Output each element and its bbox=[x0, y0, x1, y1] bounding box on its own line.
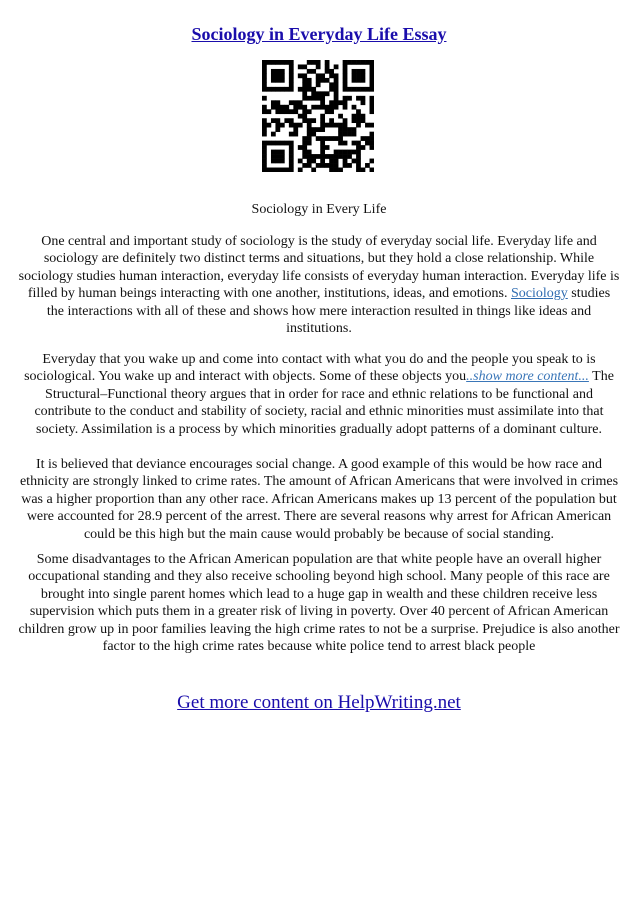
paragraph-1-text-end: studies the interactions with all of these and shows how mere interaction resulted in things like ideas and institutions. bbox=[46, 286, 611, 337]
cta-container bbox=[0, 692, 638, 714]
title-container bbox=[0, 24, 638, 45]
paragraph-1 bbox=[18, 233, 620, 337]
paragraph-3: It is believed that deviance encourages social change. A good example of this would be how race and ethnicity are strongly linked to crime rates. The amount of African Americans that were involved in crimes was a higher proportion than any other race. African Americans makes up 13 percent of the population but were accounted for 28.9 percent of the arrest. There are several reasons why arrest for African American could be this high but the main cause would probably be because of social standing. bbox=[19, 457, 619, 542]
get-more-content-link[interactable]: Get more content on HelpWriting.net bbox=[177, 692, 461, 713]
paragraph-2 bbox=[18, 351, 620, 438]
paragraph-4: Some disadvantages to the African American population are that white people have an overall higher occupational standing and they also receive schooling beyond high school. Many people of this race are brought into single parent homes which lead to a huge gap in wealth and these children receive less supervision which puts them in a greater risk of living in poverty. Over 40 percent of African American children grow up in poor families leaving the high crime rates to not be a surprise. Prejudice is also another factor to the high crime rates because white police tend to arrest black people bbox=[18, 552, 620, 655]
paragraph-1-text: One central and important study of sociology is the study of everyday social life. Everyday life and sociology are definitely two distinct terms and situations, but they hold a close relationship. While sociology studies human interaction, everyday life consists of everyday human interaction. Everyday life is filled by human beings interacting with one another, institutions, ideas, and emotions. bbox=[18, 234, 620, 302]
paragraph-2-text: Everyday that you wake up and come into contact with what you do and the people you speak to is sociological. You wake up and interact with objects. Some of these objects you bbox=[24, 352, 596, 385]
essay-subtitle: Sociology in Every Life bbox=[251, 202, 387, 217]
show-more-link[interactable]: ..show more content... bbox=[466, 369, 589, 385]
essay-title-link[interactable]: Sociology in Everyday Life Essay bbox=[191, 24, 447, 44]
qr-code-icon bbox=[262, 60, 374, 172]
paragraph-2-text-end: The Structural–Functional theory argues that in order for race and ethnic relations to be functional and contribute to the conduct and stability of society, racial and ethnic minorities must assimilate into that society. Assimilation is a process by which minorities gradually adopt patterns of a dominant culture. bbox=[34, 369, 614, 437]
sociology-link[interactable]: Sociology bbox=[510, 286, 568, 302]
